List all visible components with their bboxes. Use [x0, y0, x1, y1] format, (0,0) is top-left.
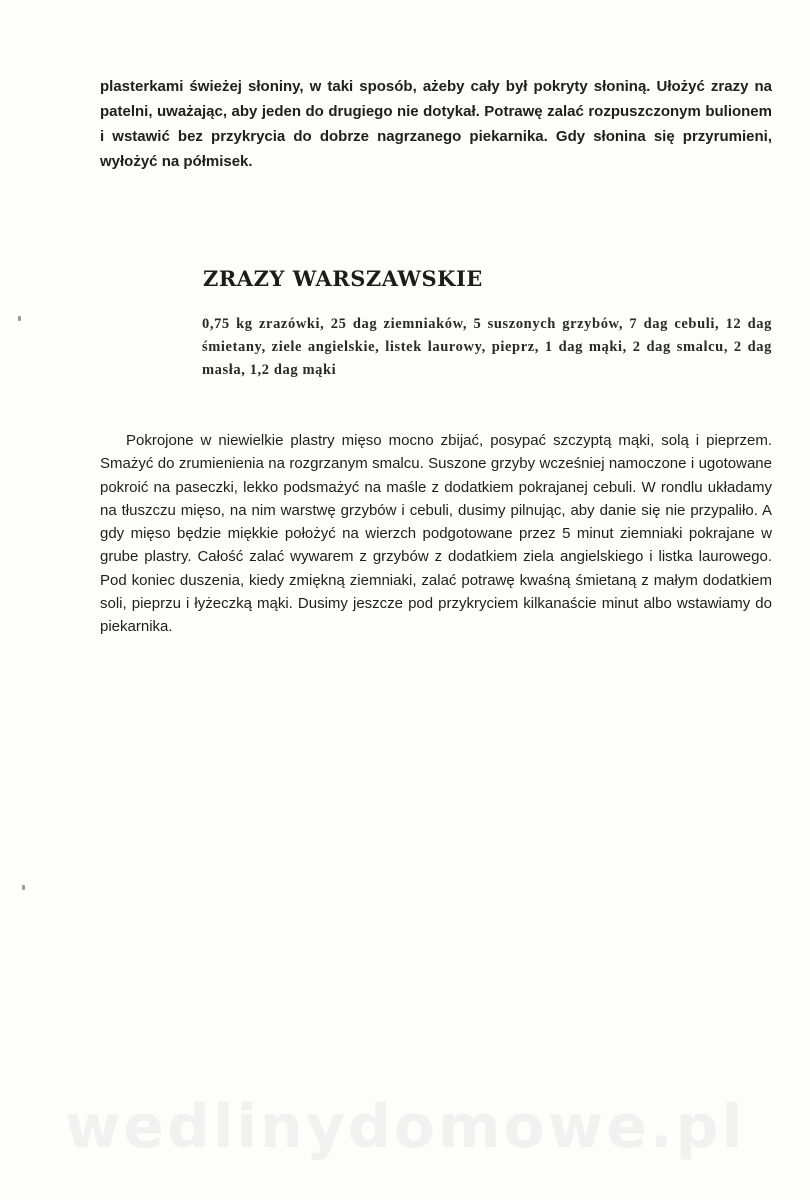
- watermark: wedlinydomowe.pl: [64, 1092, 746, 1162]
- ingredients-list: 0,75 kg zrazówki, 25 dag ziemniaków, 5 suszonych grzybów, 7 dag cebuli, 12 dag śmietany, ziele angielskie, listek laurowy, pieprz, 1 dag mąki, 2 dag smalcu, 2 dag masła, 1,2 dag mąki: [202, 316, 772, 378]
- intro-paragraph: plasterkami świeżej słoniny, w taki sposób, ażeby cały był pokryty słoniną. Ułożyć zrazy na patelni, uważając, aby jeden do drugiego nie dotykał. Potrawę zalać rozpuszczonym bulionem i wstawić bez przykrycia do dobrze nagrzanego piekarnika. Gdy słonina się przyrumieni, wyłożyć na półmisek.: [100, 78, 772, 170]
- scan-speck: [22, 885, 25, 890]
- scan-speck: [18, 316, 21, 321]
- recipe-title: ZRAZY WARSZAWSKIE: [203, 266, 483, 291]
- method-paragraph: Pokrojone w niewielkie plastry mięso mocno zbijać, posypać szczyptą mąki, solą i pieprzem. Smażyć do zrumienienia na rozgrzanym smalcu. Suszone grzyby wcześniej namoczone i ugotowane pokroić na paseczki, lekko podsmażyć na maśle z dodatkiem pokrajanej cebuli. W rondlu układamy na tłuszczu mięso, na nim warstwę grzybów i cebuli, dusimy pilnując, aby danie się nie przypaliło. A gdy mięso będzie miękkie położyć na wierzch podgotowane przez 5 minut ziemniaki pokrajane w grube plastry. Całość zalać wywarem z grzybów z dodatkiem ziela angielskiego i listka laurowego. Pod koniec duszenia, kiedy zmiękną ziemniaki, zalać potrawę kwaśną śmietaną z małym dodatkiem soli, pieprzu i łyżeczką mąki. Dusimy jeszcze pod przykryciem kilkanaście minut albo wstawiamy do piekarnika.: [100, 432, 772, 636]
